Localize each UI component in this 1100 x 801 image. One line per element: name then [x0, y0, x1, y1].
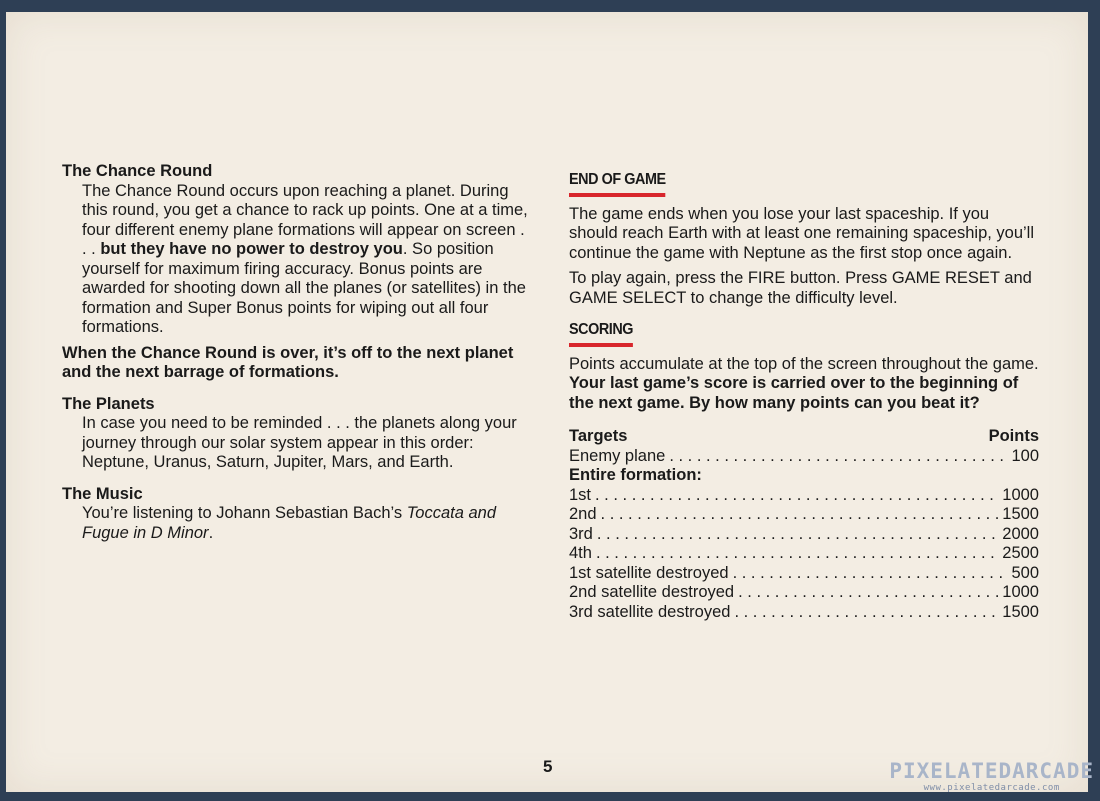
planets-body: In case you need to be reminded . . . the planets along your journey through our solar system appear in this order: Neptune, Uranus, Saturn, Jupiter, Mars, and Earth. [82, 414, 517, 471]
music-body [82, 504, 532, 543]
row-label: 3rd [569, 524, 593, 543]
leader-dots [738, 583, 998, 603]
header-targets: Targets [569, 427, 628, 445]
chance-round-after: When the Chance Round is over, it’s off to the next planet and the next barrage of formations. [62, 343, 514, 381]
table-row [569, 486, 1039, 506]
row-label: 2nd [569, 505, 597, 523]
row-value: 2500 [1002, 544, 1039, 562]
chance-round-title: The Chance Round [62, 162, 213, 180]
scoring-bold: Your last game’s score is carried over to the beginning of the next game. By how many points can you beat it? [569, 374, 1019, 412]
table-row [569, 603, 1039, 623]
row-value: 1000 [1002, 485, 1039, 504]
chance-round-bold: but they have no power to destroy you [100, 240, 403, 258]
chance-round-text-2: . So position yourself for maximum firing accuracy. Bonus points are awarded for shooting down all the planes (or satellites) in the formation and Super Bonus points for wiping out all four formations. [82, 240, 526, 336]
leader-dots [595, 486, 998, 506]
table-row [569, 583, 1039, 603]
table-header [569, 427, 1039, 447]
leader-dots [733, 564, 1008, 584]
scoring-plain: Points accumulate at the top of the screen throughout the game. [569, 354, 1039, 373]
row-label: 1st satellite destroyed [569, 563, 729, 582]
header-points: Points [988, 427, 1039, 445]
end-of-game-p2: To play again, press the FIRE button. Press GAME RESET and GAME SELECT to change the difficulty level. [569, 269, 1032, 307]
row-label: 3rd satellite destroyed [569, 602, 731, 621]
end-of-game-title: END OF GAME [569, 170, 666, 197]
leader-dots [734, 603, 998, 623]
row-value: 1500 [1002, 505, 1039, 523]
planets-title: The Planets [62, 394, 155, 413]
row-value: 1500 [1002, 602, 1039, 621]
row-value: 2000 [1002, 524, 1039, 543]
row-label: Enemy plane [569, 446, 666, 465]
music-text-1: You’re listening to Johann Sebastian Bach’s [82, 504, 407, 522]
music-title: The Music [62, 484, 143, 503]
table-row [569, 544, 1039, 564]
scoring-p1 [569, 355, 1039, 414]
end-of-game-p1: The game ends when you lose your last spaceship. If you should reach Earth with at least one remaining spaceship, you’ll continue the game with Neptune as the first stop once again. [569, 204, 1035, 262]
row-label: 2nd satellite destroyed [569, 583, 735, 601]
row-value: 100 [1011, 446, 1039, 465]
watermark [889, 759, 1094, 793]
leader-dots [596, 544, 998, 564]
row-label: 4th [569, 544, 592, 562]
row-value: 1000 [1002, 583, 1039, 601]
music-text-2: . [208, 523, 214, 542]
leader-dots [601, 505, 999, 525]
row-label: 1st [569, 485, 592, 504]
table-row [569, 447, 1039, 467]
formation-label: Entire formation: [569, 466, 702, 484]
watermark-url: www.pixelatedarcade.com [923, 783, 1060, 793]
table-row [569, 564, 1039, 584]
score-table [569, 427, 1039, 622]
leader-dots [597, 525, 998, 545]
row-value: 500 [1011, 563, 1039, 582]
table-row [569, 505, 1039, 525]
table-row [569, 525, 1039, 545]
left-column [62, 162, 532, 543]
watermark-logo: PIXELATEDARCADE [889, 759, 1094, 783]
chance-round-body [82, 182, 532, 338]
chance-round-text-1: The Chance Round occurs upon reaching a planet. During this round, you get a chance to rack up points. One at a time, four different enemy plane formations will appear on screen . . . [82, 181, 528, 258]
right-column [569, 170, 1039, 622]
page-number: 5 [543, 757, 553, 776]
music-italic: Toccata and Fugue in D Minor [82, 504, 497, 542]
scoring-title: SCORING [569, 320, 633, 347]
leader-dots [669, 447, 1007, 467]
manual-page [6, 12, 1088, 792]
